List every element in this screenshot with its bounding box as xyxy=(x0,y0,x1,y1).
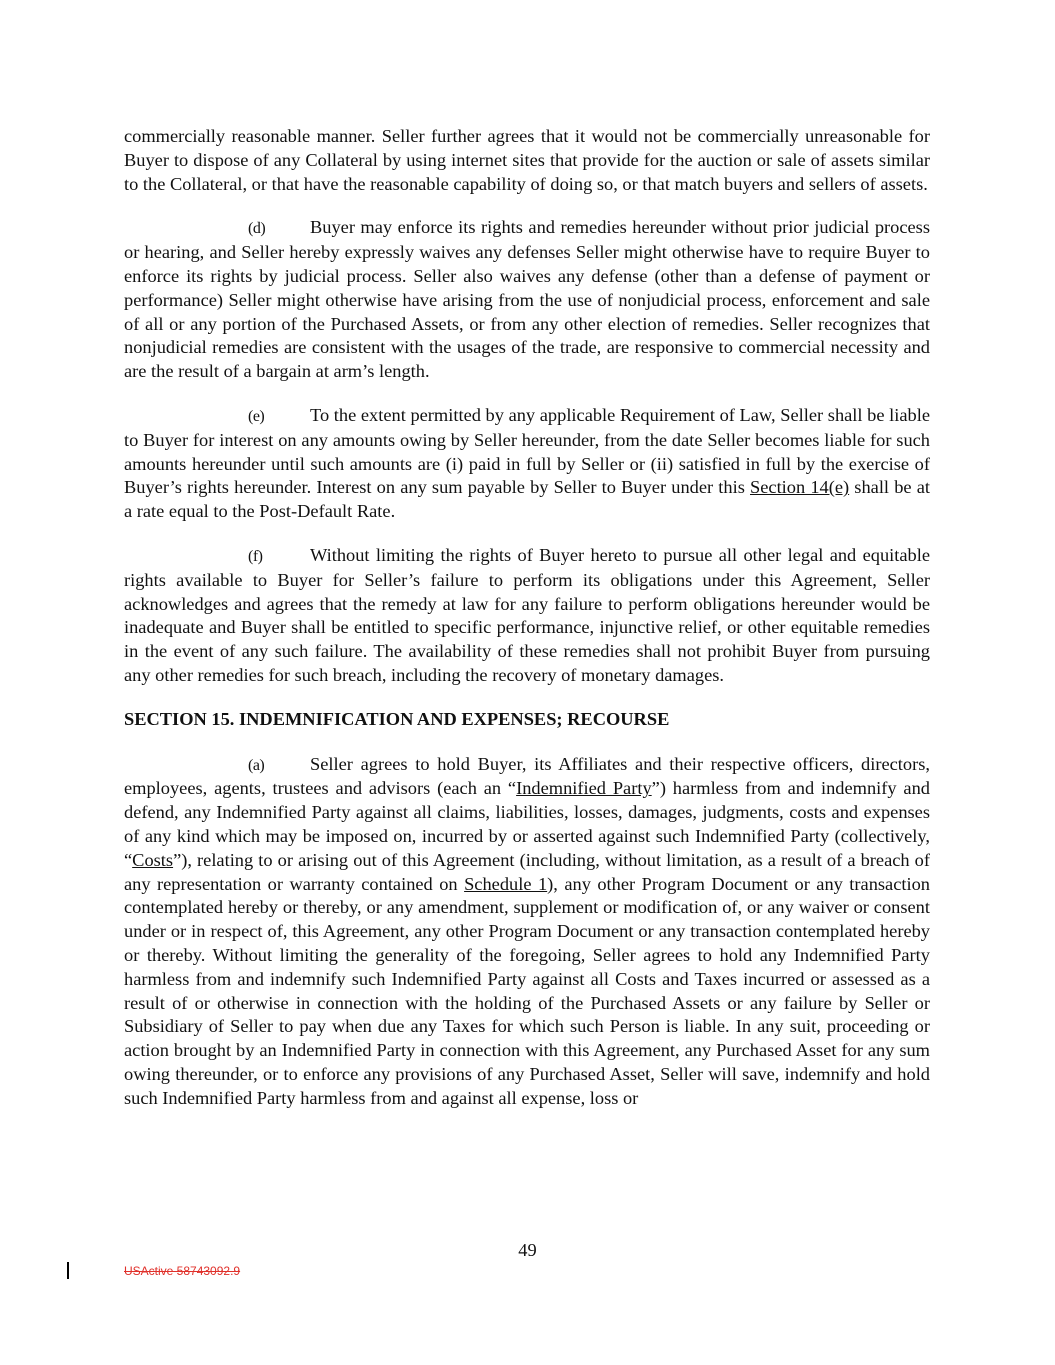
document-page xyxy=(124,125,930,1110)
revision-bar xyxy=(67,1262,69,1279)
indemnified-party-term: Indemnified Party xyxy=(516,778,652,799)
paragraph-e-text-after: shall be at a rate equal to the Post-Default Rate. xyxy=(124,477,930,522)
page-number: 49 xyxy=(518,1240,537,1260)
paragraph-d xyxy=(124,216,930,384)
section-15-a-part2: ”) harmless from and indemnify and defend, any Indemnified Party against all claims, liabilities, losses, damages, judgments, costs and expenses of any kind which may be imposed on, incurred by or asserted against such Indemnified Party (collectively, “ xyxy=(124,778,930,870)
paragraph-e xyxy=(124,404,930,524)
paragraph-e-text-before: To the extent permitted by any applicable Requirement of Law, Seller shall be liable to Buyer for interest on any amounts owing by Seller hereunder, from the date Seller becomes liable for such amounts hereunder until such amounts are (i) paid in full by Seller or (ii) satisfied in full by the exercise of Buyer’s rights hereunder. Interest on any sum payable by Seller to Buyer under this xyxy=(124,404,930,498)
schedule-1-reference: Schedule 1 xyxy=(464,873,548,894)
paragraph-d-label: (d) xyxy=(248,220,266,238)
paragraph-f-label: (f) xyxy=(248,547,263,565)
section-15-a-part1: Seller agrees to hold Buyer, its Affiliates and their respective officers, directors, employees, agents, trustees and advisors (each an “ xyxy=(124,753,930,799)
section-15-a-part4: ), any other Program Document or any transaction contemplated hereby or thereby, or any amendment, supplement or modification of, or any waiver or consent under or in respect of, this Agreement, any other Program Document or any transaction contemplated hereby or thereby. Without limiting the generality of the foregoing, Seller agrees to hold any Indemnified Party harmless from and indemnify such Indemnified Party against all Costs and Taxes incurred or assessed as a result of or otherwise in connection with the holding of the Purchased Assets or any failure by Seller or Subsidiary of Seller to pay when due any Taxes for which such Person is liable. In any suit, proceeding or action brought by an Indemnified Party in connection with this Agreement, any Purchased Asset for any sum owing thereunder, or to enforce any provisions of any Purchased Asset, Seller will save, indemnify and hold such Indemnified Party harmless from and against all expense, loss or xyxy=(124,873,930,1108)
document-id: USActive 58743092.9 xyxy=(124,1264,241,1278)
intro-paragraph: commercially reasonable manner. Seller further agrees that it would not be commercially unreasonable for Buyer to dispose of any Collateral by using internet sites that provide for the auction or sale of assets similar to the Collateral, or that have the reasonable capability of doing so, or that match buyers and sellers of assets. xyxy=(124,126,930,194)
section-15-a-label: (a) xyxy=(248,756,265,774)
paragraph-d-text: Buyer may enforce its rights and remedies hereunder without prior judicial process or hearing, and Seller hereby expressly waives any defenses Seller might otherwise have to require Buyer to enforce its rights by judicial process. Seller also waives any defense (other than a defense of payment or performance) Seller might otherwise have arising from the use of nonjudicial process, enforcement and sale of all or any portion of the Purchased Assets, or from any other election of remedies. Seller recognizes that nonjudicial remedies are consistent with the usages of the trade, are responsive to commercial necessity and are the result of a bargain at arm’s length. xyxy=(124,217,930,382)
section-15-heading: SECTION 15. INDEMNIFICATION AND EXPENSES; RECOURSE xyxy=(124,708,670,729)
paragraph-f-text: Without limiting the rights of Buyer hereto to pursue all other legal and equitable rights available to Buyer for Seller’s failure to perform its obligations under this Agreement, Seller acknowledges and agrees that the remedy at law for any failure to perform obligations hereunder would be inadequate and Buyer shall be entitled to specific performance, injunctive relief, or other equitable remedies in the event of any such failure. The availability of these remedies shall not prohibit Buyer from pursuing any other remedies for such breach, including the recovery of monetary damages. xyxy=(124,544,930,685)
costs-term: Costs xyxy=(132,849,174,870)
paragraph-e-label: (e) xyxy=(248,407,265,425)
section-15-a-part3: ”), relating to or arising out of this Agreement (including, without limitation, as a result of a breach of any representation or warranty contained on xyxy=(124,849,930,894)
paragraph-f xyxy=(124,544,930,688)
section-14e-reference: Section 14(e) xyxy=(750,477,850,498)
section-15-paragraph-a xyxy=(124,753,930,1111)
